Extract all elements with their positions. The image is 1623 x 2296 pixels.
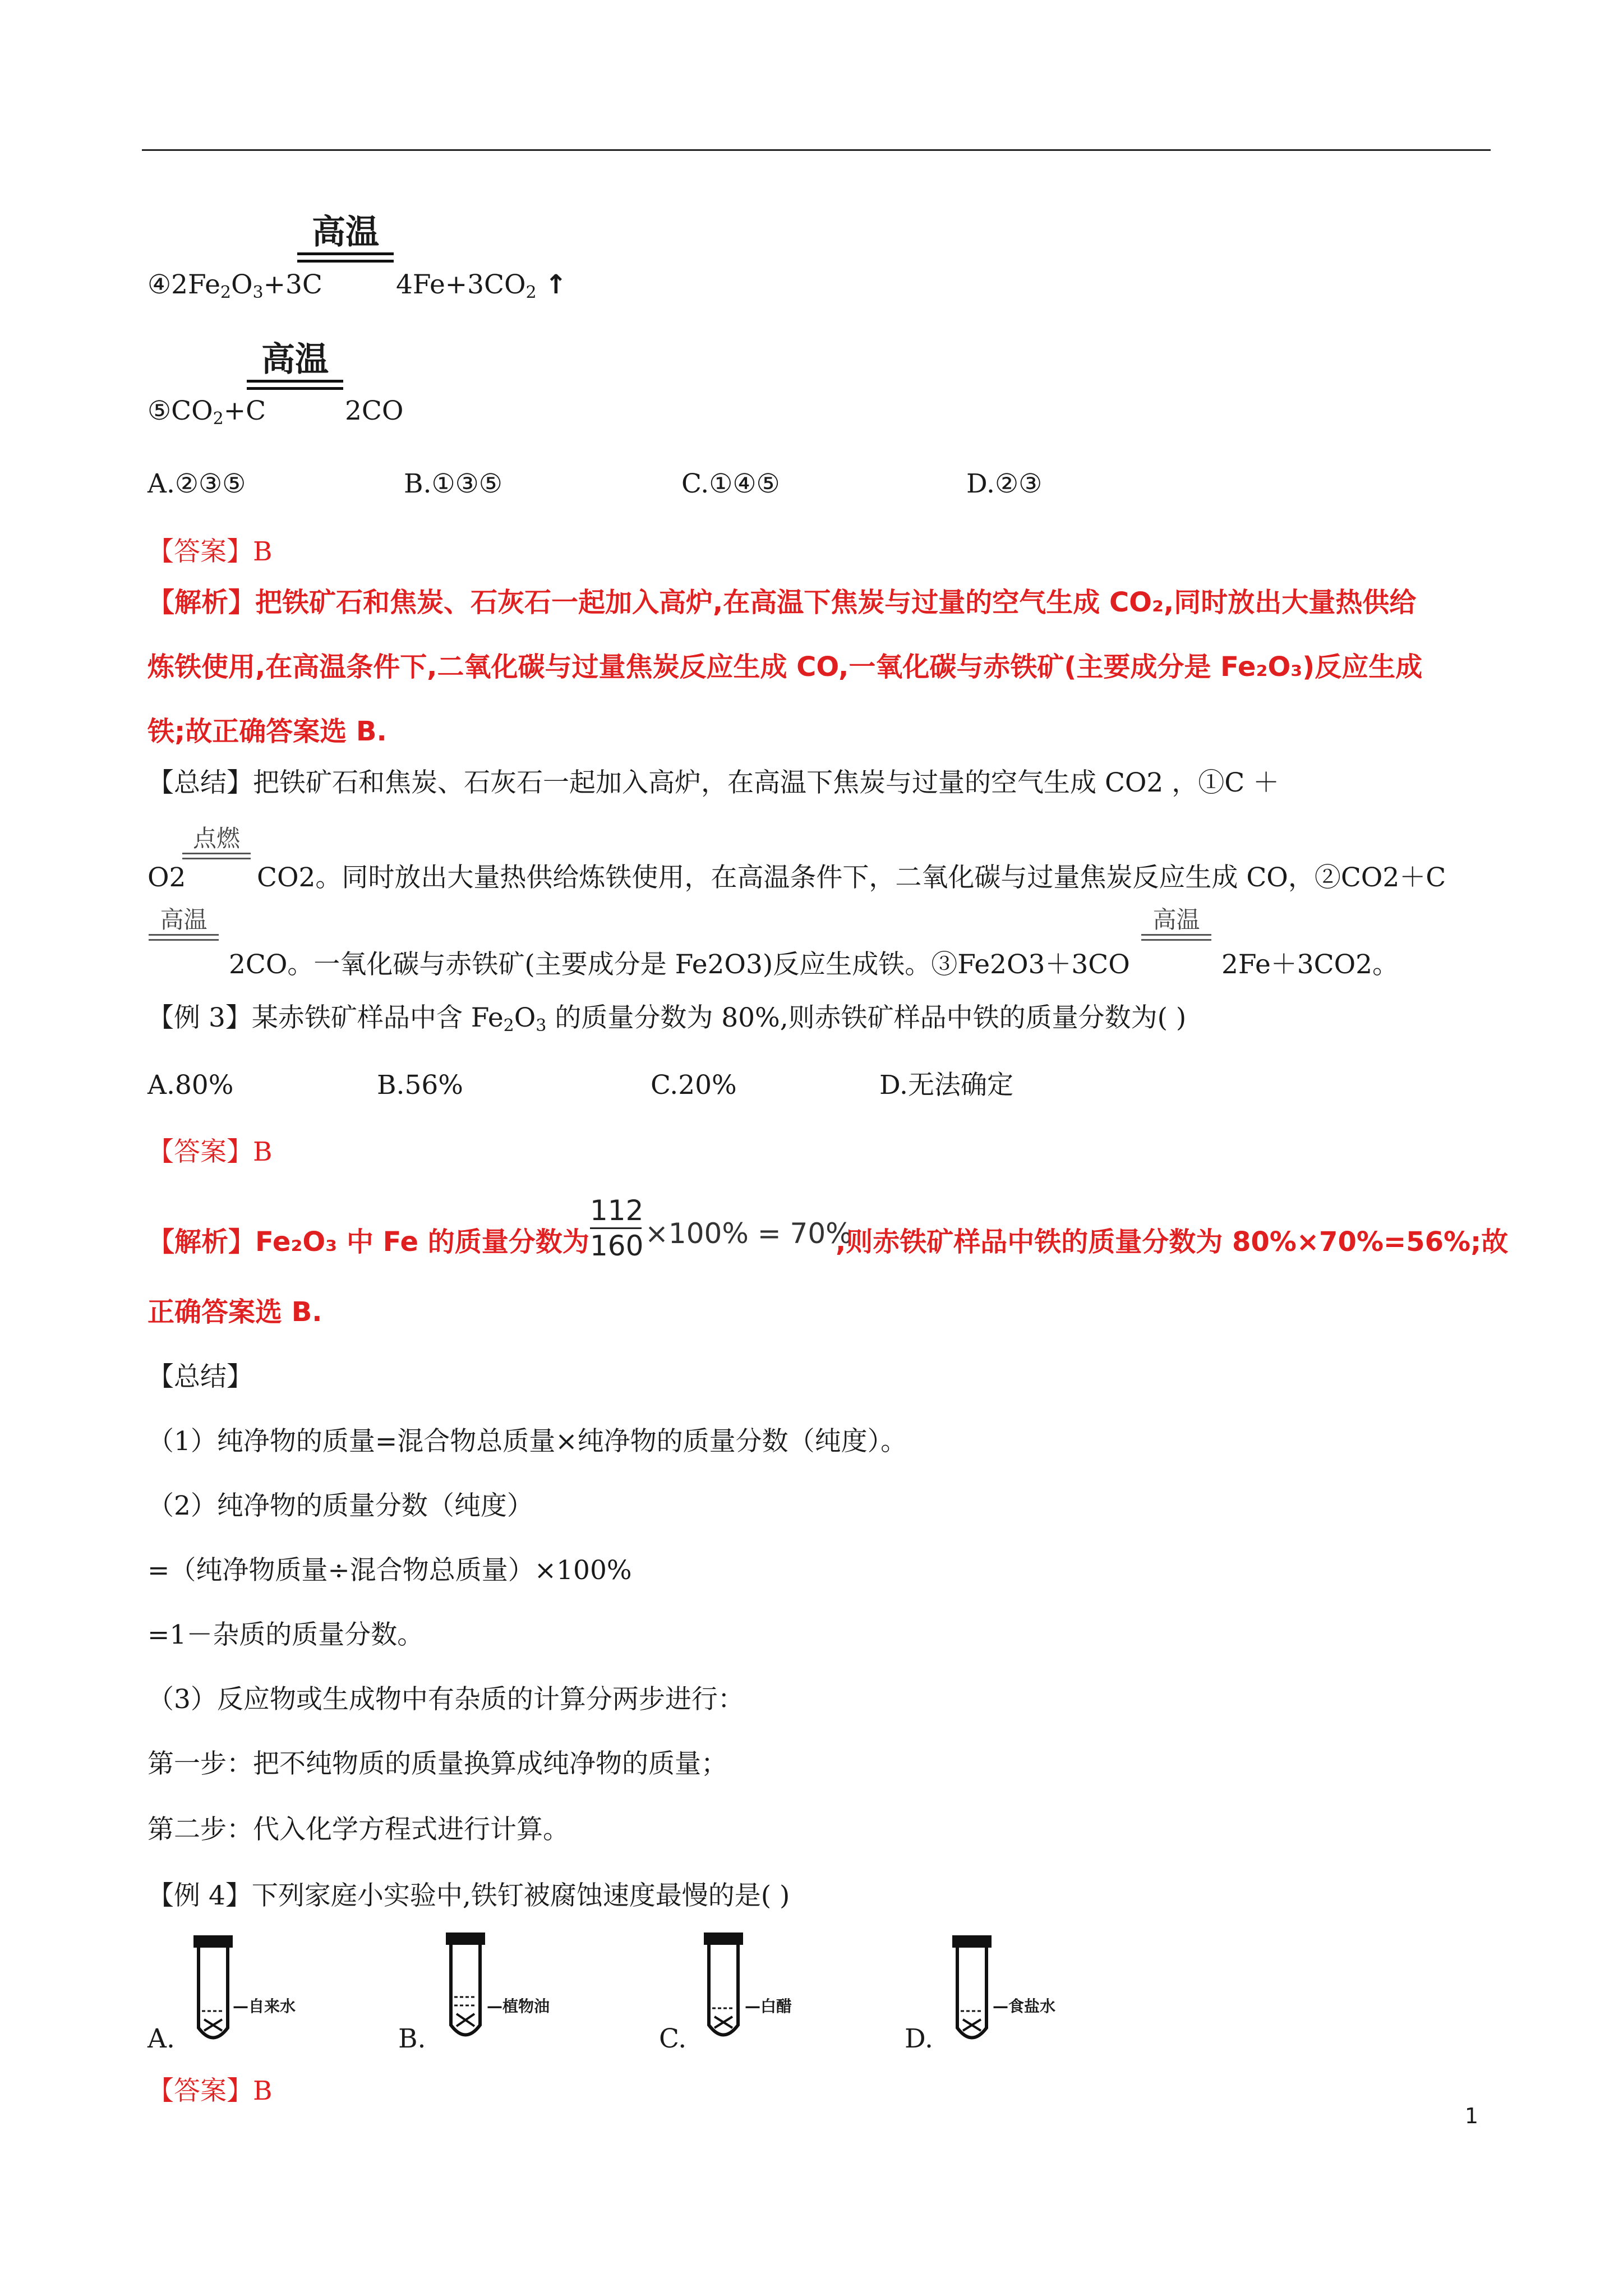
- summary-2-l1: （1）纯净物的质量=混合物总质量×纯净物的质量分数（纯度）。: [147, 1426, 907, 1457]
- summary-2-l5: （3）反应物或生成物中有杂质的计算分两步进行：: [147, 1684, 744, 1715]
- analysis-1-line-2: 炼铁使用,在高温条件下,二氧化碳与过量焦炭反应生成 CO,一氧化碳与赤铁矿(主要成分是 Fe₂O₃)反应生成: [147, 651, 1423, 683]
- example-3-question: 【例 3】某赤铁矿样品中含 $Fe_2O_3$ 的质量分数为 80%,则赤铁矿样品中铁的质量分数为( ): [147, 1002, 1187, 1036]
- option-d: D.②③: [966, 468, 1043, 499]
- test-tube-a-icon: [191, 1932, 258, 2050]
- q3-option-b: B.56%: [377, 1070, 463, 1101]
- page-number: 1: [1464, 2104, 1478, 2128]
- analysis-2-expr: ×100% = 70%: [645, 1217, 852, 1250]
- summary-1-line-2b: CO2。同时放出大量热供给炼铁使用，在高温条件下，二氧化碳与过量焦炭反应生成 CO，②CO2＋C: [257, 862, 1446, 893]
- answer-3: 【答案】B: [147, 2076, 273, 2106]
- q3-option-c: C.20%: [651, 1070, 737, 1101]
- summary-1-line-3b: 2Fe＋3CO2。: [1221, 949, 1399, 980]
- test-tube-c-icon: [701, 1930, 768, 2047]
- q4-option-c-letter: C.: [659, 2023, 687, 2054]
- analysis-2-post: ,则赤铁矿样品中铁的质量分数为 80%×70%=56%;故: [836, 1226, 1509, 1258]
- tube-a-label: —自来水: [233, 1997, 296, 2016]
- condition-ignite: 点燃: [182, 825, 251, 859]
- option-a: A.②③⑤: [147, 468, 246, 499]
- tube-d-label: —食盐水: [993, 1997, 1056, 2016]
- summary-1-line-3a: 2CO。一氧化碳与赤铁矿(主要成分是 Fe2O3)反应生成铁。③Fe2O3＋3CO: [229, 949, 1130, 980]
- equation-5: $⑤CO_2+C$: [147, 395, 266, 429]
- analysis-2-line-2: 正确答案选 B.: [147, 1296, 322, 1328]
- summary-1-line-2a: O2: [147, 862, 186, 893]
- q4-option-d-letter: D.: [905, 2023, 933, 2054]
- option-b: B.①③⑤: [404, 468, 502, 499]
- condition-high-temp-5: 高温: [247, 339, 343, 390]
- equation-5-product: 2CO: [345, 395, 404, 426]
- summary-2-l4: =1－杂质的质量分数。: [147, 1619, 424, 1650]
- condition-high-temp-4: 高温: [297, 212, 394, 263]
- fraction: 112 160: [590, 1194, 644, 1262]
- summary-2-l6: 第一步：把不纯物质的质量换算成纯净物的质量；: [147, 1749, 727, 1779]
- condition-high-temp-s2: 高温: [1141, 906, 1211, 941]
- summary-2-l2: （2）纯净物的质量分数（纯度）: [147, 1490, 533, 1521]
- summary-2-l3: =（纯净物质量÷混合物总质量）×100%: [147, 1555, 632, 1586]
- analysis-1-line-1: 【解析】把铁矿石和焦炭、石灰石一起加入高炉,在高温下焦炭与过量的空气生成 CO₂,同时放出大量热供给: [147, 587, 1417, 618]
- answer-1: 【答案】B: [147, 536, 273, 567]
- summary-2-title: 【总结】: [147, 1361, 253, 1392]
- example-4-question: 【例 4】下列家庭小实验中,铁钉被腐蚀速度最慢的是( ): [147, 1880, 790, 1911]
- summary-2-l7: 第二步：代入化学方程式进行计算。: [147, 1814, 569, 1845]
- equation-4-product: $4Fe+3CO_2$ ↑: [396, 269, 567, 302]
- test-tube-d-icon: [949, 1932, 1017, 2050]
- analysis-1-line-3: 铁;故正确答案选 B.: [147, 716, 387, 747]
- equation-4: $④2Fe_2O_3+3C$: [147, 269, 322, 302]
- option-c: C.①④⑤: [681, 468, 780, 499]
- q4-option-b-letter: B.: [398, 2023, 426, 2054]
- summary-1-line-1: 【总结】把铁矿石和焦炭、石灰石一起加入高炉，在高温下焦炭与过量的空气生成 CO2 ，①C ＋: [147, 767, 1280, 798]
- q3-option-d: D.无法确定: [879, 1070, 1013, 1101]
- answer-2: 【答案】B: [147, 1137, 273, 1167]
- tube-c-label: —白醋: [745, 1997, 792, 2016]
- header-rule: [142, 149, 1491, 151]
- analysis-2-pre: 【解析】Fe₂O₃ 中 Fe 的质量分数为: [147, 1226, 589, 1258]
- condition-high-temp-s1: 高温: [149, 906, 219, 941]
- q3-option-a: A.80%: [147, 1070, 234, 1101]
- test-tube-b-icon: [443, 1930, 510, 2047]
- q4-option-a-letter: A.: [147, 2023, 175, 2054]
- tube-b-label: —植物油: [487, 1997, 550, 2016]
